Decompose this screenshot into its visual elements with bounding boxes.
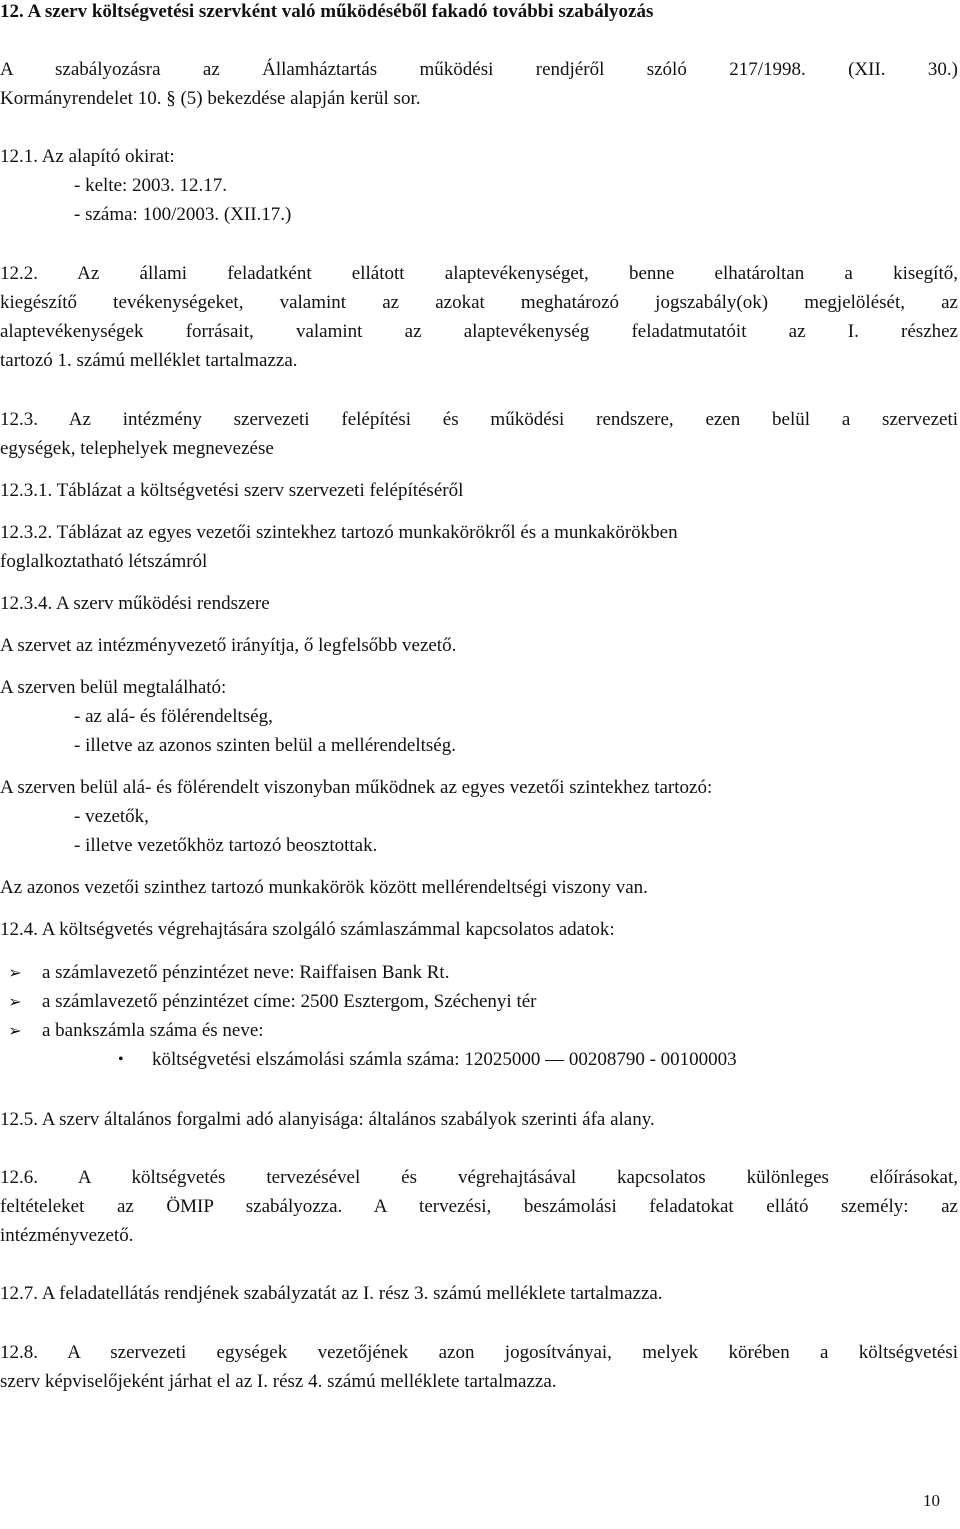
s12-7: 12.7. A feladatellátás rendjének szabályzatát az I. rész 3. számú melléklete tartalmazza. — [0, 1283, 663, 1304]
s12-2-line-1: 12.2. Az állami feladatként ellátott alaptevékenységet, benne elhatároltan a kisegítő, — [0, 263, 958, 284]
s12-4-item-3: a bankszámla száma és neve: — [42, 1020, 264, 1041]
intro-line-1: A szabályozásra az Államháztartás működési rendjéről szóló 217/1998. (XII. 30.) — [0, 59, 958, 80]
s12-3-p2-b: - illetve az azonos szinten belül a mellérendeltség. — [74, 735, 456, 756]
s12-3-p3: A szerven belül alá- és fölérendelt viszonyban működnek az egyes vezetői szintekhez tartozó: — [0, 777, 713, 798]
s12-8-line-2: szerv képviselőjeként járhat el az I. rész 4. számú melléklete tartalmazza. — [0, 1371, 557, 1392]
s12-3-4: 12.3.4. A szerv működési rendszere — [0, 593, 270, 614]
s12-3-1: 12.3.1. Táblázat a költségvetési szerv szervezeti felépítéséről — [0, 480, 464, 501]
s12-3-p4: Az azonos vezetői szinthez tartozó munkakörök között mellérendeltségi viszony van. — [0, 877, 648, 898]
page-number: 10 — [923, 1491, 940, 1510]
bullet-dot-icon: • — [118, 1051, 124, 1068]
arrow-bullet-icon: ➢ — [8, 963, 22, 982]
s12-3-p1: A szervet az intézményvezető irányítja, ő legfelsőbb vezető. — [0, 635, 457, 656]
section-heading: 12. A szerv költségvetési szervként való működéséből fakadó további szabályozás — [0, 1, 654, 22]
s12-2-line-3: alaptevékenységek forrásait, valamint az alaptevékenység feladatmutatóit az I. részhez — [0, 321, 958, 342]
s12-6-line-3: intézményvezető. — [0, 1225, 134, 1246]
s12-3-p2: A szerven belül megtalálható: — [0, 677, 227, 698]
s12-3-p3-a: - vezetők, — [74, 806, 149, 827]
s12-4-sub-item: költségvetési elszámolási számla száma: 12025000 — 00208790 - 00100003 — [152, 1049, 737, 1070]
s12-1-szama: - száma: 100/2003. (XII.17.) — [74, 204, 292, 225]
s12-1-kelte: - kelte: 2003. 12.17. — [74, 175, 228, 196]
s12-3-line-1: 12.3. Az intézmény szervezeti felépítési és működési rendszere, ezen belül a szervezeti — [0, 409, 958, 430]
s12-3-p2-a: - az alá- és fölérendeltség, — [74, 706, 273, 727]
s12-4-item-2: a számlavezető pénzintézet címe: 2500 Esztergom, Széchenyi tér — [42, 991, 537, 1012]
s12-4-item-1: a számlavezető pénzintézet neve: Raiffaisen Bank Rt. — [42, 962, 450, 983]
s12-4-title: 12.4. A költségvetés végrehajtására szolgáló számlaszámmal kapcsolatos adatok: — [0, 919, 615, 940]
intro-line-2: Kormányrendelet 10. § (5) bekezdése alapján kerül sor. — [0, 88, 421, 109]
arrow-bullet-icon: ➢ — [8, 992, 22, 1011]
s12-3-2-line-2: foglalkoztatható létszámról — [0, 551, 208, 572]
s12-3-p3-b: - illetve vezetőkhöz tartozó beosztottak. — [74, 835, 378, 856]
s12-6-line-2: feltételeket az ÖMIP szabályozza. A tervezési, beszámolási feladatokat ellátó személy: az — [0, 1196, 958, 1217]
s12-1-title: 12.1. Az alapító okirat: — [0, 146, 175, 167]
s12-6-line-1: 12.6. A költségvetés tervezésével és végrehajtásával kapcsolatos különleges előírásokat, — [0, 1167, 958, 1188]
s12-3-line-2: egységek, telephelyek megnevezése — [0, 438, 274, 459]
s12-2-line-4: tartozó 1. számú melléklet tartalmazza. — [0, 350, 298, 371]
s12-8-line-1: 12.8. A szervezeti egységek vezetőjének azon jogosítványai, melyek körében a költségvetési — [0, 1342, 958, 1363]
s12-3-2-line-1: 12.3.2. Táblázat az egyes vezetői szintekhez tartozó munkakörökről és a munkakörökben — [0, 522, 678, 543]
s12-5: 12.5. A szerv általános forgalmi adó alanyisága: általános szabályok szerinti áfa alany. — [0, 1109, 655, 1130]
s12-2-line-2: kiegészítő tevékenységeket, valamint az azokat meghatározó jogszabály(ok) megjelölését, az — [0, 292, 958, 313]
arrow-bullet-icon: ➢ — [8, 1021, 22, 1040]
